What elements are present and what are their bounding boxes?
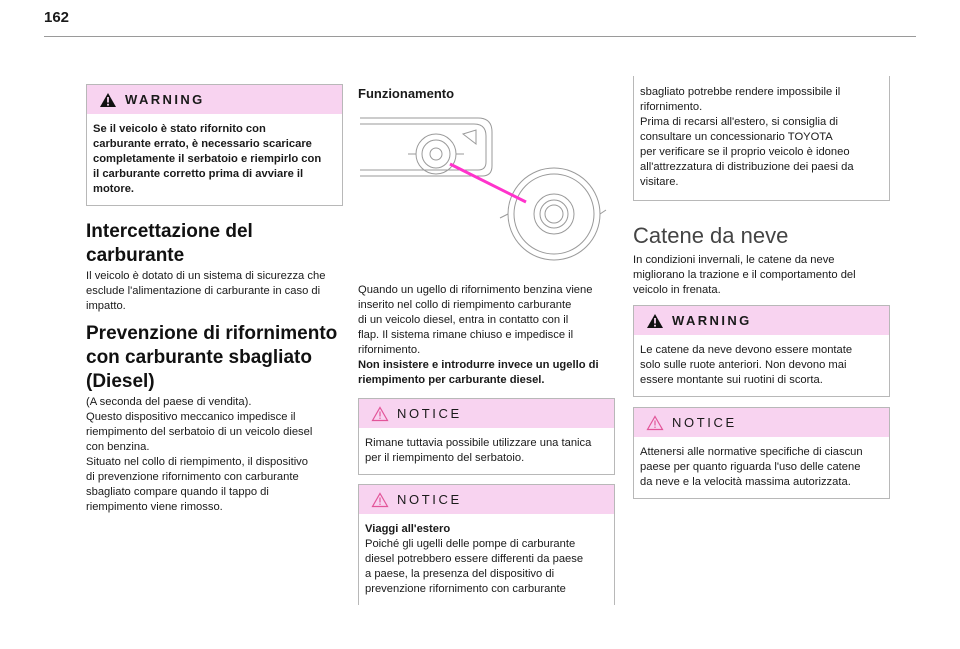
notice-text [634,437,889,498]
notice-subheading: Viaggi all'estero [365,523,451,535]
notice-box-abroad [358,484,615,605]
notice-text [634,76,889,198]
warning-box-refuel [86,84,343,206]
warning-line: completamente il serbatoio e riempirlo con [93,153,322,165]
notice-text [359,428,614,474]
warning-box-snow-chains [633,305,890,397]
title-line: carburante [86,245,185,266]
notice-line: Poiché gli ugelli delle pompe di carburante [365,538,576,550]
notice-icon [371,406,389,422]
page-number: 162 [44,9,70,26]
notice-icon [371,492,389,508]
text-line: Questo dispositivo meccanico impedisce il [86,411,296,423]
warning-line: il carburante corretto prima di avviare il [93,168,304,180]
text-line: inserito nel collo di riempimento carburante [358,299,572,311]
notice-line: Attenersi alle normative specifiche di ciascun [640,446,863,458]
warning-icon [646,313,664,329]
title-line: con carburante sbagliato [86,347,312,368]
notice-line: per il riempimento del serbatoio. [365,452,525,464]
notice-line: paese per quanto riguarda l'uso delle catene [640,461,861,473]
text-line: riempimento del serbatoio di un veicolo diesel [86,426,313,438]
warning-title: WARNING [672,313,752,328]
notice-title: NOTICE [672,415,737,430]
warning-icon [99,92,117,108]
text-line: flap. Il sistema rimane chiuso e impedisce il [358,329,574,341]
notice-line: rifornimento. [640,101,703,113]
warning-text [634,335,889,396]
section-title-misfuel-prevention [86,322,337,394]
text-line: di un veicolo diesel, entra in contatto con il [358,314,569,326]
warning-line: Se il veicolo è stato rifornito con [93,123,266,135]
notice-title: NOTICE [397,492,462,507]
warning-line: Le catene da neve devono essere montate [640,344,853,356]
text-line: riempimento viene rimosso. [86,501,223,513]
notice-header [359,399,614,428]
text-line-bold: riempimento per carburante diesel. [358,374,545,386]
operation-text [358,283,620,388]
text-line: sbagliato compare quando il tappo di [86,486,269,498]
title-line: Intercettazione del [86,221,253,242]
warning-line: motore. [93,183,135,195]
heading-operation: Funzionamento [358,86,455,101]
notice-line: diesel potrebbero essere differenti da paese [365,553,584,565]
title-line: Prevenzione di rifornimento [86,323,338,344]
notice-line: per verificare se il proprio veicolo è idoneo [640,146,850,158]
text-line: con benzina. [86,441,150,453]
header-rule [44,36,916,37]
warning-line: essere montante sui ruotini di scorta. [640,374,823,386]
notice-line: Rimane tuttavia possibile utilizzare una tanica [365,437,592,449]
section-title-snow-chains: Catene da neve [633,223,789,248]
notice-box-continued [633,76,890,201]
text-line: Il veicolo è dotato di un sistema di sicurezza che [86,270,326,282]
notice-line: consultare un concessionario TOYOTA [640,131,833,143]
text-line: rifornimento. [358,344,421,356]
notice-line: da neve e la velocità massima autorizzata. [640,476,851,488]
section-title-fuel-cutoff [86,220,253,268]
warning-header [634,306,889,335]
text-line: impatto. [86,300,126,312]
warning-header [87,85,342,114]
notice-line: a paese, la presenza del dispositivo di [365,568,555,580]
text-line: (A seconda del paese di vendita). [86,396,252,408]
warning-line: solo sulle ruote anteriori. Non devono mai [640,359,847,371]
notice-text [359,514,614,605]
snow-chains-text [633,253,893,298]
notice-icon [646,415,664,431]
notice-header [359,485,614,514]
fuel-cutoff-text [86,269,346,314]
text-line: Quando un ugello di rifornimento benzina viene [358,284,593,296]
title-line: (Diesel) [86,371,155,392]
misfuel-prevention-text [86,395,346,515]
warning-line: carburante errato, è necessario scaricare [93,138,312,150]
notice-line: sbagliato potrebbe rendere impossibile il [640,86,841,98]
text-line-bold: Non insistere e introdurre invece un ugello di [358,359,599,371]
text-line: In condizioni invernali, le catene da neve [633,254,835,266]
fuel-filler-illustration [358,114,608,266]
notice-box-snow-chains [633,407,890,499]
notice-header [634,408,889,437]
notice-line: prevenzione rifornimento con carburante [365,583,566,595]
notice-box-canister [358,398,615,475]
notice-line: visitare. [640,176,679,188]
notice-line: all'attrezzatura di distribuzione dei paesi da [640,161,854,173]
text-line: migliorano la trazione e il comportamento del [633,269,856,281]
text-line: di prevenzione rifornimento con carburante [86,471,299,483]
text-line: esclude l'alimentazione di carburante in caso di [86,285,321,297]
warning-text [87,114,342,205]
notice-title: NOTICE [397,406,462,421]
text-line: veicolo in frenata. [633,284,721,296]
warning-title: WARNING [125,92,205,107]
text-line: Situato nel collo di riempimento, il dispositivo [86,456,308,468]
notice-line: Prima di recarsi all'estero, si consiglia di [640,116,838,128]
